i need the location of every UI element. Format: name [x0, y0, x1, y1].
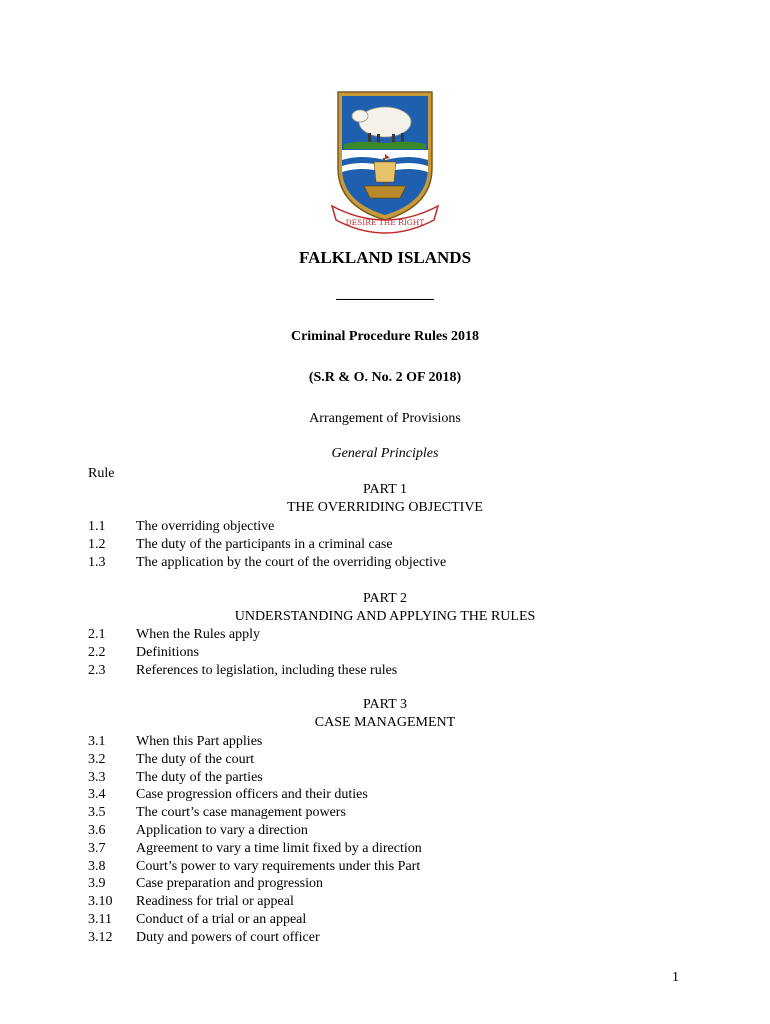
part-heading — [135, 696, 635, 732]
provision-list — [0, 626, 770, 679]
list-item — [0, 751, 770, 769]
rule-title: References to legislation, including these rules — [136, 662, 398, 678]
rule-number: 3.9 — [88, 876, 106, 892]
rule-number: 3.1 — [88, 734, 106, 749]
rule-number: 3.6 — [88, 822, 106, 838]
rule-number: 1.2 — [88, 536, 106, 552]
provision-list — [0, 733, 770, 947]
rule-title: Case preparation and progression — [136, 876, 323, 892]
document-title: FALKLAND ISLANDS — [298, 248, 472, 267]
list-item — [0, 893, 770, 911]
list-item — [0, 662, 770, 680]
part-title: THE OVERRIDING OBJECTIVE — [287, 500, 483, 515]
part-number: PART 3 — [363, 697, 407, 712]
page-number: 1 — [672, 970, 679, 985]
rule-number: 2.2 — [88, 644, 106, 660]
rule-title: Duty and powers of court officer — [136, 929, 320, 945]
rule-number: 3.10 — [88, 894, 113, 910]
list-item — [0, 626, 770, 644]
rule-title: The duty of the court — [136, 751, 255, 767]
rule-number: 3.3 — [88, 769, 106, 785]
section-heading: General Principles — [331, 446, 439, 461]
crest-motto: DESIRE THE RIGHT — [345, 218, 425, 227]
rule-number: 3.12 — [88, 929, 113, 945]
list-item — [0, 929, 770, 947]
list-item — [0, 518, 770, 536]
rule-title: The duty of the participants in a criminal case — [136, 536, 393, 552]
rule-title: When the Rules apply — [136, 627, 261, 642]
list-item — [0, 644, 770, 662]
rule-number: 2.1 — [88, 627, 106, 642]
list-item — [0, 840, 770, 858]
part-number: PART 1 — [363, 482, 407, 497]
list-item — [0, 786, 770, 804]
rule-title: When this Part applies — [136, 734, 263, 749]
part-title: CASE MANAGEMENT — [314, 715, 456, 730]
rule-title: The court’s case management powers — [136, 805, 346, 821]
rule-number: 3.7 — [88, 840, 106, 856]
rule-title: The duty of the parties — [136, 769, 263, 785]
rule-number: 3.8 — [88, 858, 106, 874]
document-subtitle: Criminal Procedure Rules 2018 — [290, 329, 480, 344]
rule-number: 2.3 — [88, 662, 106, 678]
list-item — [0, 804, 770, 822]
rule-title: The overriding objective — [136, 519, 275, 534]
rule-number: 1.1 — [88, 519, 106, 534]
list-item — [0, 733, 770, 751]
list-item — [0, 536, 770, 554]
list-item — [0, 875, 770, 893]
rule-number: 3.11 — [88, 911, 112, 927]
list-item — [0, 911, 770, 929]
part-heading — [135, 590, 635, 626]
arrangement-heading: Arrangement of Provisions — [309, 411, 461, 426]
list-item — [0, 554, 770, 572]
part-number: PART 2 — [363, 591, 407, 606]
list-item — [0, 822, 770, 840]
rule-number: 1.3 — [88, 554, 106, 570]
rule-column-label: Rule — [88, 466, 115, 481]
rule-number: 3.5 — [88, 805, 106, 821]
rule-title: Readiness for trial or appeal — [136, 894, 294, 910]
title-separator: _____________ — [336, 286, 434, 302]
rule-title: Definitions — [136, 644, 199, 660]
rule-title: Conduct of a trial or an appeal — [136, 911, 307, 927]
coat-of-arms-icon — [330, 88, 440, 238]
rule-title: Case progression officers and their duties — [136, 787, 368, 803]
list-item — [0, 769, 770, 787]
rule-title: Agreement to vary a time limit fixed by a direction — [136, 840, 422, 856]
list-item — [0, 858, 770, 876]
rule-title: The application by the court of the overriding objective — [136, 554, 447, 570]
rule-title: Court’s power to vary requirements under this Part — [136, 858, 421, 874]
provision-list — [0, 518, 770, 571]
part-heading — [135, 481, 635, 517]
statutory-reference: (S.R & O. No. 2 OF 2018) — [308, 370, 462, 385]
rule-number: 3.2 — [88, 751, 106, 767]
rule-title: Application to vary a direction — [136, 822, 308, 838]
rule-number: 3.4 — [88, 787, 106, 803]
part-title: UNDERSTANDING AND APPLYING THE RULES — [234, 609, 536, 624]
